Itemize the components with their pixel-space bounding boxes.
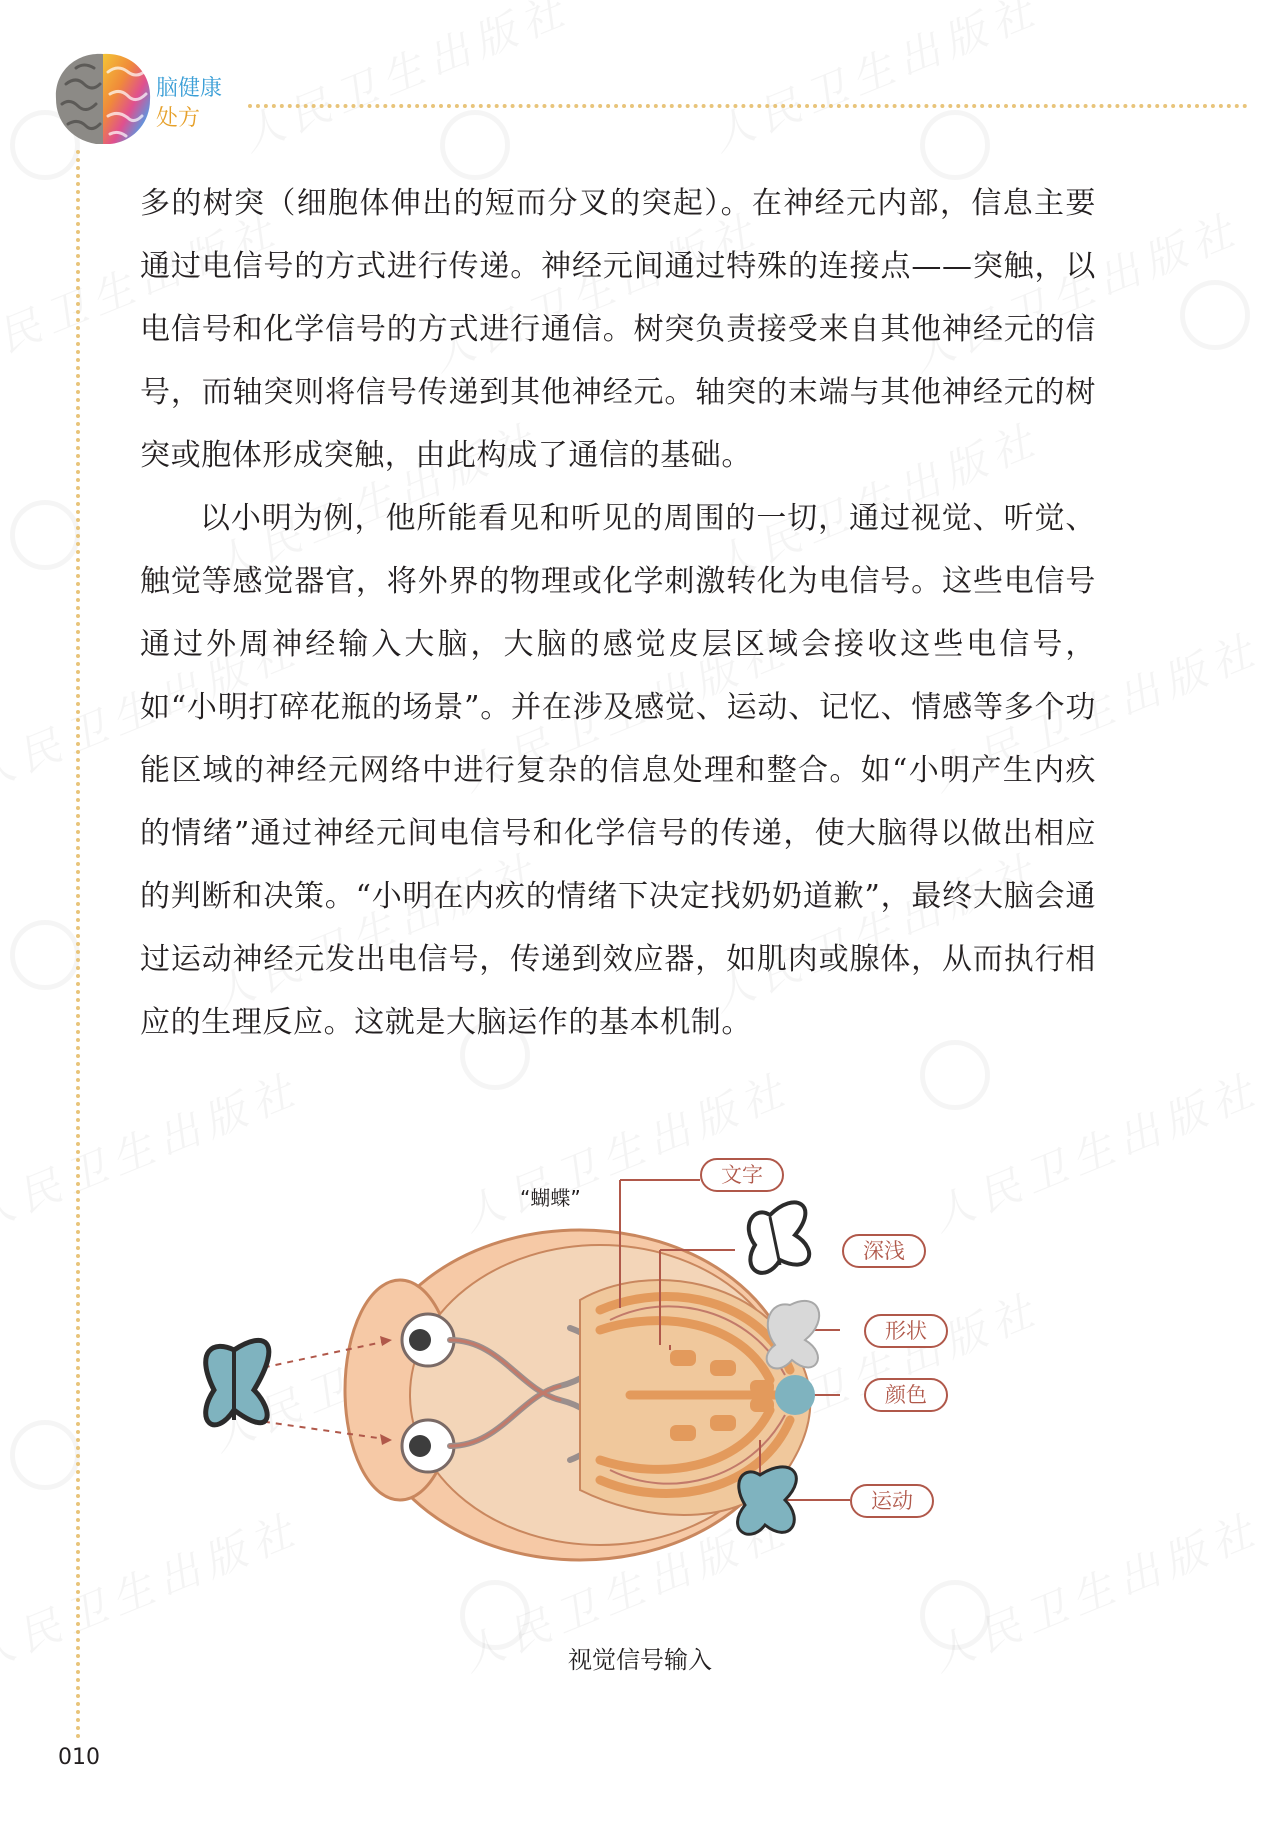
butterfly-quote: “蝴蝶” xyxy=(520,1186,581,1210)
visual-signal-figure xyxy=(200,1140,1080,1660)
tag-depth: 深浅 xyxy=(842,1234,926,1268)
header-divider xyxy=(248,104,1248,108)
paragraph: 多的树突（细胞体伸出的短而分叉的突起）。在神经元内部，信息主要通过电信号的方式进行传递。神经元间通过特殊的连接点——突触，以电信号和化学信号的方式进行通信。树突负责接受来自其他神经元的信号，而轴突则将信号传递到其他神经元。轴突的末端与其他神经元的树突或胞体形成突触，由此构成了通信的基础。 xyxy=(140,186,1096,473)
brain-logo-icon xyxy=(48,44,158,154)
butterfly-shape-icon xyxy=(767,1301,820,1368)
tag-color: 颜色 xyxy=(864,1378,948,1412)
tag-motion: 运动 xyxy=(850,1484,934,1518)
series-name-line1: 脑健康 xyxy=(156,76,223,101)
butterfly-input-icon xyxy=(206,1340,269,1424)
brain-diagram xyxy=(200,1140,1080,1640)
tag-text: 文字 xyxy=(700,1158,784,1192)
page-header xyxy=(48,44,1248,154)
paragraph: 以小明为例，他所能看见和听见的周围的一切，通过视觉、听觉、触觉等感觉器官，将外界的物理或化学刺激转化为电信号。这些电信号通过外周神经输入大脑，大脑的感觉皮层区域会接收这些电信号，如“小明打碎花瓶的场景”。并在涉及感觉、运动、记忆、情感等多个功能区域的神经元网络中进行复杂的信息处理和整合。如“小明产生内疚的情绪”通过神经元间电信号和化学信号的传递，使大脑得以做出相应的判断和决策。“小明在内疚的情绪下决定找奶奶道歉”，最终大脑会通过运动神经元发出电信号，传递到效应器，如肌肉或腺体，从而执行相应的生理反应。这就是大脑运作的基本机制。 xyxy=(140,501,1096,1040)
figure-caption: 视觉信号输入 xyxy=(568,1646,712,1674)
page-number: 010 xyxy=(58,1745,100,1770)
margin-divider xyxy=(76,150,80,1740)
series-name-line2: 处方 xyxy=(156,106,201,131)
butterfly-motion-icon xyxy=(738,1467,797,1534)
color-dot-icon xyxy=(775,1375,815,1415)
body-text xyxy=(140,172,1096,1054)
butterfly-outline-icon xyxy=(749,1202,809,1272)
series-name xyxy=(156,74,222,134)
tag-shape: 形状 xyxy=(864,1314,948,1348)
